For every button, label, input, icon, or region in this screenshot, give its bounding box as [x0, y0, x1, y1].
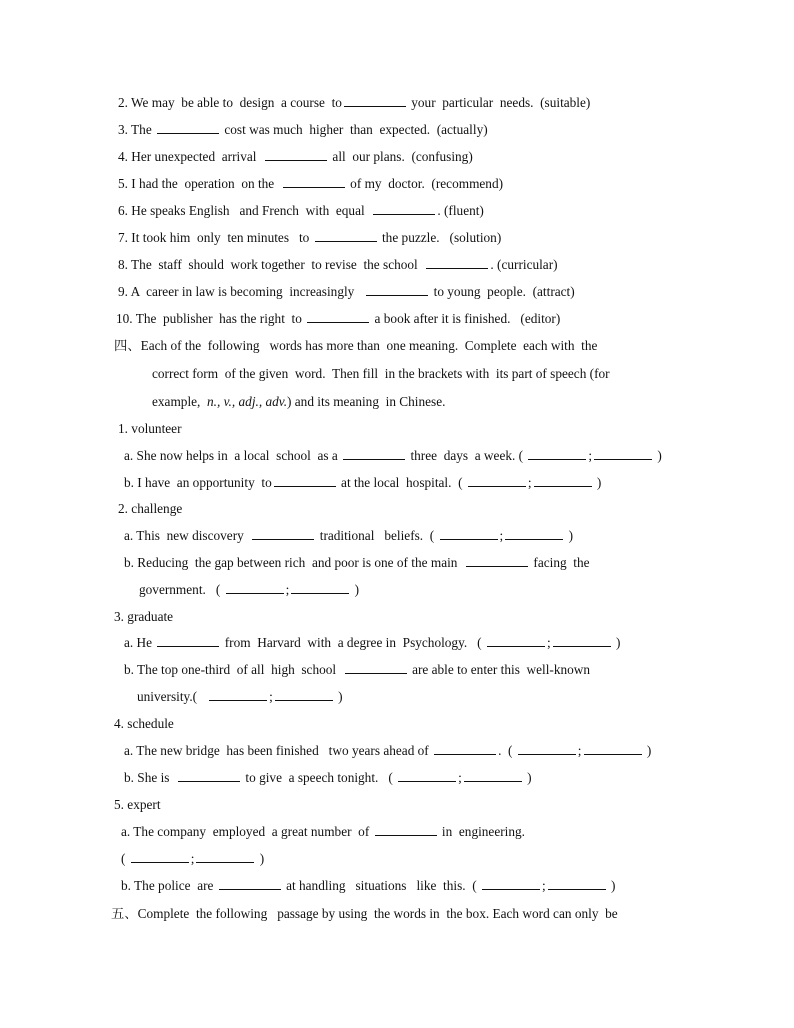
- answer-blank[interactable]: [434, 743, 496, 755]
- exercise-item: 2. We may be able to design a course to your particular needs. (suitable): [118, 95, 591, 110]
- pos-blank[interactable]: [226, 582, 284, 594]
- exercise-item: 4. Her unexpected arrival all our plans. (confusing): [118, 149, 473, 164]
- answer-blank[interactable]: [466, 555, 528, 567]
- word-title: 5. expert: [114, 797, 161, 812]
- word-sentence-b: b. Reducing the gap between rich and poor is one of the main facing the: [124, 555, 590, 570]
- meaning-blank[interactable]: [291, 582, 349, 594]
- word-sentence-b-continued: university.( ; ): [137, 689, 343, 704]
- word-sentence-a: a. He from Harvard with a degree in Psychology. ( ; ): [124, 635, 621, 650]
- answer-blank[interactable]: [157, 635, 219, 647]
- meaning-blank[interactable]: [584, 743, 642, 755]
- section-4-instruction-line-3: example, n., v., adj., adv.) and its meaning in Chinese.: [152, 394, 446, 409]
- answer-blank[interactable]: [345, 662, 407, 674]
- meaning-blank[interactable]: [505, 528, 563, 540]
- meaning-blank[interactable]: [594, 448, 652, 460]
- answer-blank[interactable]: [265, 149, 327, 161]
- exercise-item: 8. The staff should work together to revise the school . (curricular): [118, 257, 558, 272]
- word-sentence-a: a. The new bridge has been finished two years ahead of . ( ; ): [124, 743, 652, 758]
- answer-blank[interactable]: [307, 311, 369, 323]
- pos-blank[interactable]: [468, 475, 526, 487]
- exercise-item: 5. I had the operation on the of my doctor. (recommend): [118, 176, 504, 191]
- exercise-item: 6. He speaks English and French with equal . (fluent): [118, 203, 484, 218]
- word-sentence-b: b. The top one-third of all high school are able to enter this well-known: [124, 662, 591, 677]
- pos-blank[interactable]: [398, 770, 456, 782]
- answer-blank[interactable]: [157, 122, 219, 134]
- answer-blank[interactable]: [219, 878, 281, 890]
- meaning-blank[interactable]: [464, 770, 522, 782]
- word-sentence-b: b. I have an opportunity to at the local hospital. ( ; ): [124, 475, 602, 490]
- meaning-blank[interactable]: [534, 475, 592, 487]
- exercise-item: 9. A career in law is becoming increasingly to young people. (attract): [118, 284, 575, 299]
- answer-blank[interactable]: [178, 770, 240, 782]
- exercise-item: 10. The publisher has the right to a book after it is finished. (editor): [116, 311, 561, 326]
- section-5-instruction: 五、Complete the following passage by using the words in the box. Each word can only be: [111, 906, 618, 921]
- pos-blank[interactable]: [209, 689, 267, 701]
- pos-blank[interactable]: [131, 851, 189, 863]
- answer-blank[interactable]: [344, 95, 406, 107]
- pos-blank[interactable]: [440, 528, 498, 540]
- answer-blank[interactable]: [283, 176, 345, 188]
- answer-blank[interactable]: [252, 528, 314, 540]
- pos-blank[interactable]: [528, 448, 586, 460]
- word-title: 2. challenge: [118, 501, 183, 516]
- pos-blank[interactable]: [487, 635, 545, 647]
- answer-blank[interactable]: [375, 824, 437, 836]
- exercise-item: 3. The cost was much higher than expected. (actually): [118, 122, 488, 137]
- word-title: 1. volunteer: [118, 421, 182, 436]
- word-title: 3. graduate: [114, 609, 174, 624]
- answer-blank[interactable]: [315, 230, 377, 242]
- meaning-blank[interactable]: [548, 878, 606, 890]
- section-4-instruction-line-1: 四、Each of the following words has more than one meaning. Complete each with the: [114, 338, 598, 353]
- answer-blank[interactable]: [274, 475, 336, 487]
- meaning-blank[interactable]: [275, 689, 333, 701]
- word-title: 4. schedule: [114, 716, 174, 731]
- pos-blank[interactable]: [482, 878, 540, 890]
- answer-blank[interactable]: [426, 257, 488, 269]
- word-sentence-a: a. She now helps in a local school as a three days a week. ( ; ): [124, 448, 662, 463]
- exercise-item: 7. It took him only ten minutes to the puzzle. (solution): [118, 230, 502, 245]
- pos-blank[interactable]: [518, 743, 576, 755]
- section-4-instruction-line-2: correct form of the given word. Then fill in the brackets with its part of speech (for: [152, 366, 610, 381]
- word-sentence-a: a. This new discovery traditional beliefs. ( ; ): [124, 528, 574, 543]
- answer-blank[interactable]: [373, 203, 435, 215]
- word-sentence-a-brackets: ( ; ): [121, 851, 265, 866]
- word-sentence-b: b. She is to give a speech tonight. ( ; ): [124, 770, 532, 785]
- meaning-blank[interactable]: [553, 635, 611, 647]
- word-sentence-b: b. The police are at handling situations like this. ( ; ): [121, 878, 616, 893]
- word-sentence-a: a. The company employed a great number of in engineering.: [121, 824, 525, 839]
- answer-blank[interactable]: [366, 284, 428, 296]
- answer-blank[interactable]: [343, 448, 405, 460]
- word-sentence-b-continued: government. ( ; ): [139, 582, 360, 597]
- meaning-blank[interactable]: [196, 851, 254, 863]
